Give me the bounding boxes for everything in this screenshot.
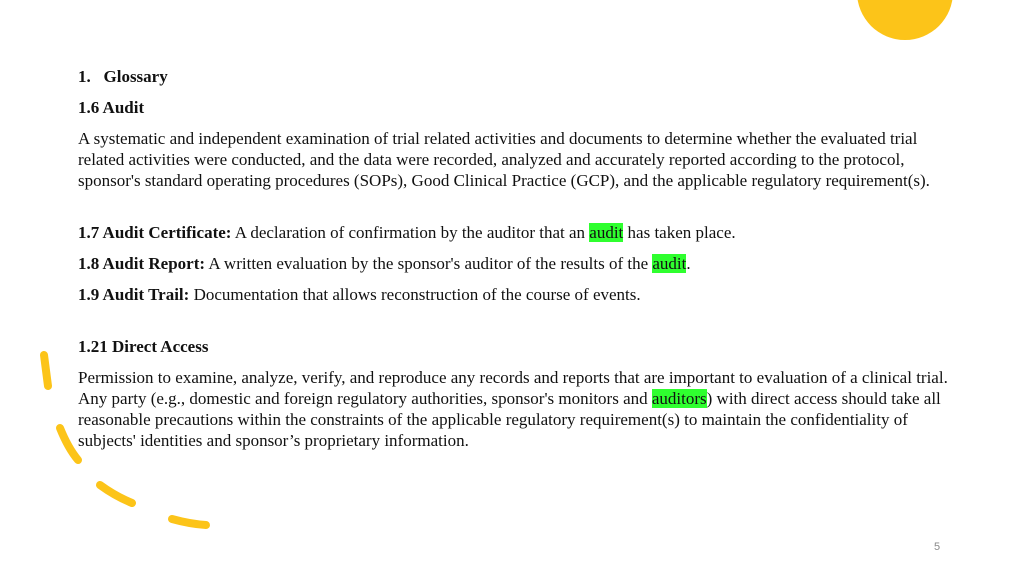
audit-report-entry (78, 253, 954, 274)
certificate-text-before: A declaration of confirmation by the auditor that an (231, 223, 590, 242)
heading-title: Glossary (103, 67, 168, 86)
yellow-dash-2 (60, 428, 78, 460)
yellow-dash-1 (44, 355, 48, 386)
direct-access-highlight: auditors (651, 389, 707, 408)
certificate-text-after: has taken place. (623, 223, 736, 242)
yellow-circle (857, 0, 953, 40)
yellow-dash-4 (172, 519, 206, 525)
audit-term (78, 97, 954, 118)
trail-text: Documentation that allows reconstruction of the course of events. (189, 285, 641, 304)
direct-access-definition (78, 367, 954, 451)
audit-term-label: 1.6 Audit (78, 98, 145, 117)
page-number: 5 (934, 541, 941, 553)
report-term: 1.8 Audit Report: (78, 254, 206, 273)
direct-access-term-label: 1.21 Direct Access (78, 337, 209, 356)
heading-number: 1. (78, 67, 91, 86)
report-text-after: . (686, 254, 691, 273)
report-text-before: A written evaluation by the sponsor's auditor of the results of the (205, 254, 653, 273)
report-highlight: audit (652, 254, 687, 273)
direct-access-term (78, 336, 954, 357)
certificate-highlight: audit (589, 223, 624, 242)
direct-access-text-before: Permission to examine, analyze, verify, and reproduce any records and reports that are important to evaluation of a clinical trial. Any party (e.g., domestic and foreign regulatory authorities, sponsor's monitors and (78, 368, 948, 408)
direct-access-text-after: ) with direct access should take all reasonable precautions within the constraints of the applicable regulatory requirement(s) to maintain the confidentiality of subjects' identities and sponsor’s proprietary information. (78, 389, 941, 450)
trail-term: 1.9 Audit Trail: (78, 285, 190, 304)
glossary-heading (78, 66, 954, 87)
audit-certificate-entry (78, 222, 954, 243)
audit-trail-entry (78, 284, 954, 305)
slide-content (78, 66, 954, 451)
audit-definition: A systematic and independent examination of trial related activities and documents to determine whether the evaluated trial related activities were conducted, and the data were recorded, analyzed and accurately reported according to the protocol, sponsor's standard operating procedures (SOPs), Good Clinical Practice (GCP), and the applicable regulatory requirement(s). (78, 129, 930, 190)
certificate-term: 1.7 Audit Certificate: (78, 223, 232, 242)
yellow-dash-3 (100, 485, 132, 503)
